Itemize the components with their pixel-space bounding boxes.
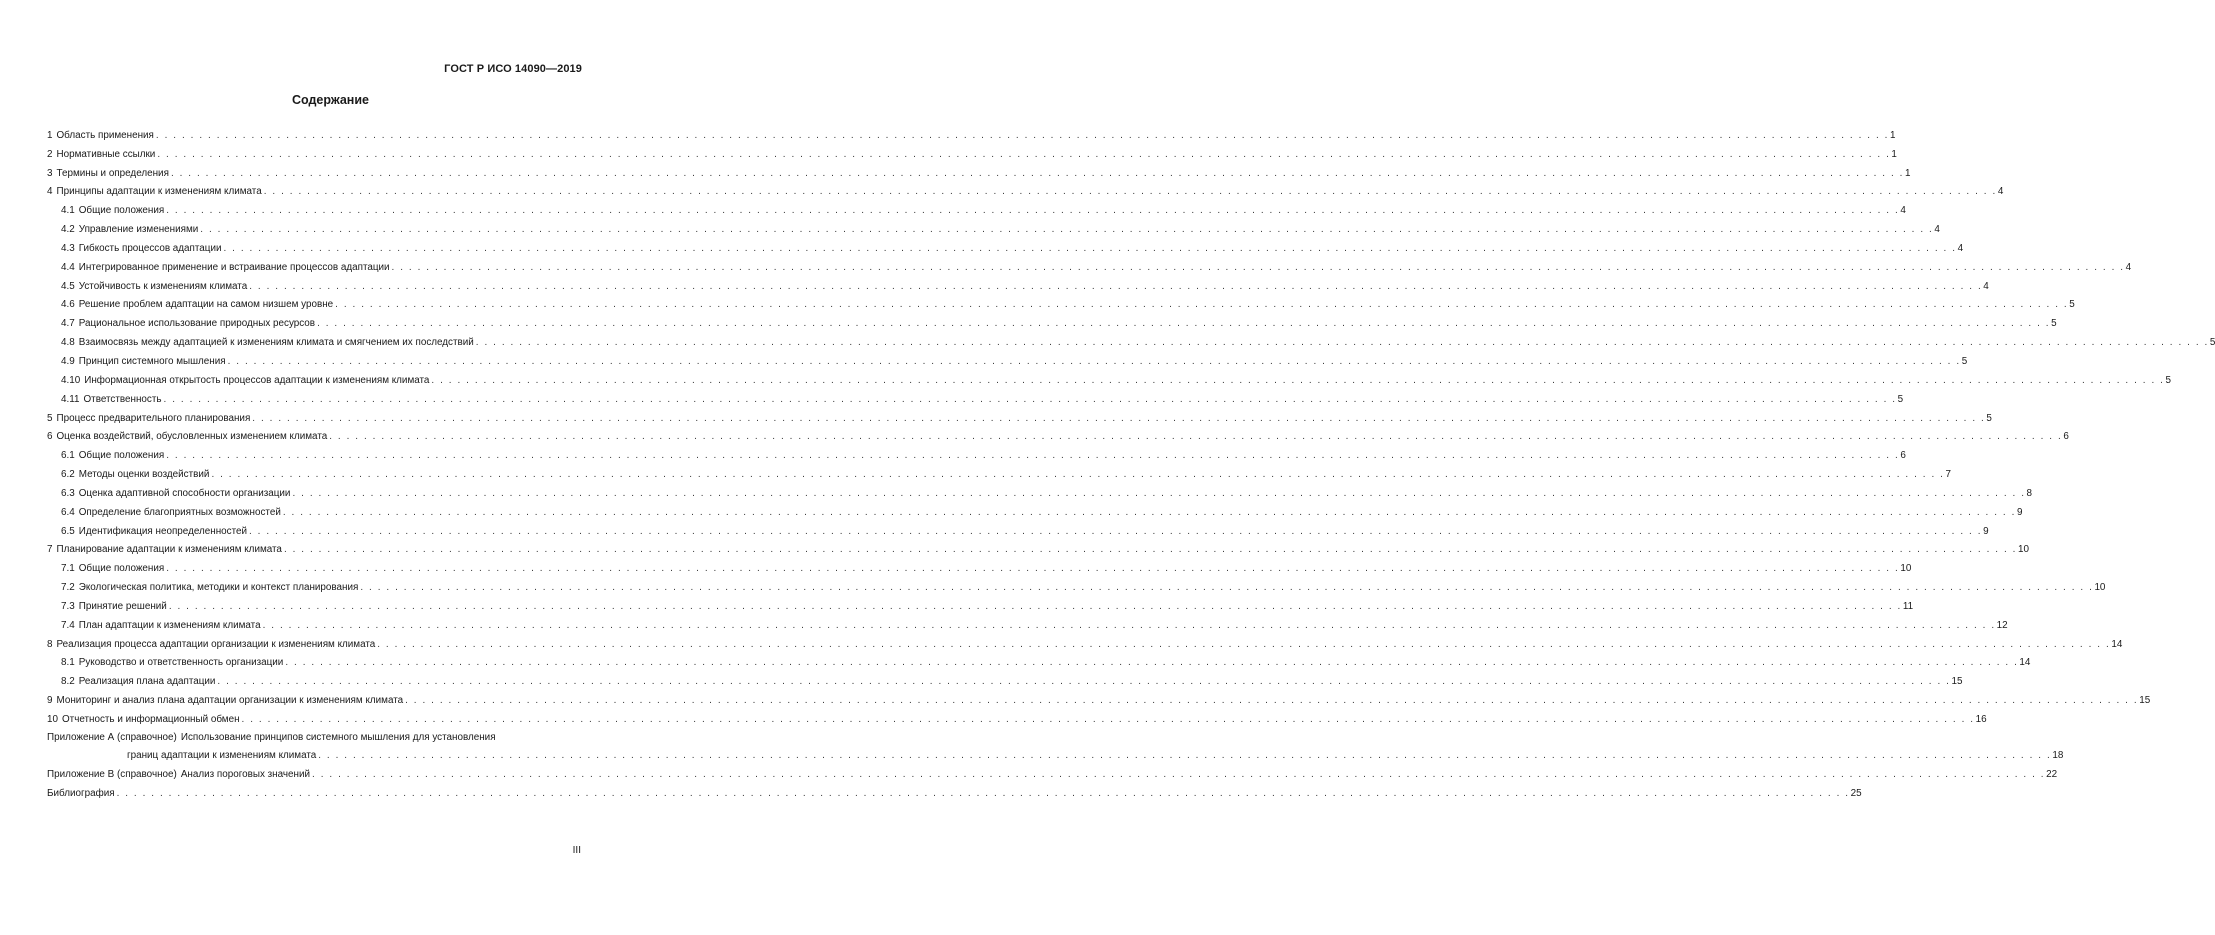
toc-entry-page: 10 [1900, 563, 1912, 575]
toc-entry-page: 4 [1983, 280, 1989, 292]
toc-entry-title [61, 563, 164, 574]
toc-entry-title [47, 732, 496, 743]
toc-entry-number: 6.5 [61, 525, 75, 537]
dot-leader: . . . . . . . . . . . . . . . . . . . . . . . . . . . . . . . . . . . . . . . . . . . . . . . . . . . . . . . . . . . . . . . . . . . . . . . . . . . . . . . . . . . . . . . . . . . . . . . . . . . . . . . . . . . . . . . . . . . . . . . . . . . . . . . . . . . . . . . . . . . . . . . . . . . . . . . . . . . . . . . . . . . . . . . . . . . . . . . . . . . . . . . . . . . . . . . . . . . . . . . . [317, 318, 2051, 330]
toc-entry-title [47, 186, 262, 197]
toc-entry-text: Планирование адаптации к изменениям климата [56, 544, 282, 556]
dot-leader: . . . . . . . . . . . . . . . . . . . . . . . . . . . . . . . . . . . . . . . . . . . . . . . . . . . . . . . . . . . . . . . . . . . . . . . . . . . . . . . . . . . . . . . . . . . . . . . . . . . . . . . . . . . . . . . . . . . . . . . . . . . . . . . . . . . . . . . . . . . . . . . . . . . . . . . . . . . . . . . . . . . . . . . . . . . . . . . . . . . . . . . . . . . . . . . . . . . . . . . . [252, 412, 1986, 424]
toc-entry-title [47, 413, 250, 424]
toc-entry-text: Руководство и ответственность организации [78, 657, 284, 669]
toc-entry-number: 4.2 [61, 224, 75, 236]
toc-entry-title [61, 526, 247, 537]
toc-entry-title [47, 639, 375, 650]
toc-entry-text: Отчетность и информационный обмен [61, 714, 240, 725]
dot-leader: . . . . . . . . . . . . . . . . . . . . . . . . . . . . . . . . . . . . . . . . . . . . . . . . . . . . . . . . . . . . . . . . . . . . . . . . . . . . . . . . . . . . . . . . . . . . . . . . . . . . . . . . . . . . . . . . . . . . . . . . . . . . . . . . . . . . . . . . . . . . . . . . . . . . . . . . . . . . . . . . . . . . . . . . . . . . . . . . . . . . . . . . . . . . . . . . . . . . . . . . [168, 600, 1902, 612]
dot-leader: . . . . . . . . . . . . . . . . . . . . . . . . . . . . . . . . . . . . . . . . . . . . . . . . . . . . . . . . . . . . . . . . . . . . . . . . . . . . . . . . . . . . . . . . . . . . . . . . . . . . . . . . . . . . . . . . . . . . . . . . . . . . . . . . . . . . . . . . . . . . . . . . . . . . . . . . . . . . . . . . . . . . . . . . . . . . . . . . . . . . . . . . . . . . . . . . . . . . . . . . [241, 714, 1975, 725]
toc-entry-title [61, 657, 283, 668]
dot-leader: . . . . . . . . . . . . . . . . . . . . . . . . . . . . . . . . . . . . . . . . . . . . . . . . . . . . . . . . . . . . . . . . . . . . . . . . . . . . . . . . . . . . . . . . . . . . . . . . . . . . . . . . . . . . . . . . . . . . . . . . . . . . . . . . . . . . . . . . . . . . . . . . . . . . . . . . . . . . . . . . . . . . . . . . . . . . . . . . . . . . . . . . . . . . . . . . . . . . . . . . [391, 261, 2125, 273]
toc-entry-text: Рациональное использование природных ресурсов [78, 318, 316, 330]
toc-entry-title [61, 450, 164, 461]
toc-entry[interactable] [47, 461, 1952, 481]
dot-leader: . . . . . . . . . . . . . . . . . . . . . . . . . . . . . . . . . . . . . . . . . . . . . . . . . . . . . . . . . . . . . . . . . . . . . . . . . . . . . . . . . . . . . . . . . . . . . . . . . . . . . . . . . . . . . . . . . . . . . . . . . . . . . . . . . . . . . . . . . . . . . . . . . . . . . . . . . . . . . . . . . . . . . . . . . . . . . . . . . . . . . . . . . . . . . . . . . . . . . . . . [157, 148, 1891, 160]
toc-entry-page: 5 [2209, 337, 2215, 349]
dot-leader: . . . . . . . . . . . . . . . . . . . . . . . . . . . . . . . . . . . . . . . . . . . . . . . . . . . . . . . . . . . . . . . . . . . . . . . . . . . . . . . . . . . . . . . . . . . . . . . . . . . . . . . . . . . . . . . . . . . . . . . . . . . . . . . . . . . . . . . . . . . . . . . . . . . . . . . . . . . . . . . . . . . . . . . . . . . . . . . . . . . . . . . . . . . . . . . . . . . . . . . . [155, 129, 1889, 141]
toc-entry-number: 4.1 [61, 205, 75, 217]
toc-entry-number: 4.8 [61, 337, 75, 349]
dot-leader: . . . . . . . . . . . . . . . . . . . . . . . . . . . . . . . . . . . . . . . . . . . . . . . . . . . . . . . . . . . . . . . . . . . . . . . . . . . . . . . . . . . . . . . . . . . . . . . . . . . . . . . . . . . . . . . . . . . . . . . . . . . . . . . . . . . . . . . . . . . . . . . . . . . . . . . . . . . . . . . . . . . . . . . . . . . . . . . . . . . . . . . . . . . . . . . . . . . . . . . . [166, 205, 1900, 217]
toc-entry-title [61, 281, 247, 292]
dot-leader: . . . . . . . . . . . . . . . . . . . . . . . . . . . . . . . . . . . . . . . . . . . . . . . . . . . . . . . . . . . . . . . . . . . . . . . . . . . . . . . . . . . . . . . . . . . . . . . . . . . . . . . . . . . . . . . . . . . . . . . . . . . . . . . . . . . . . . . . . . . . . . . . . . . . . . . . . . . . . . . . . . . . . . . . . . . . . . . . . . . . . . . . . . . . . . . . . . . . . . . . [282, 506, 2016, 518]
toc-entry-number: 6 [47, 431, 53, 443]
toc-entry-title [61, 469, 209, 480]
toc-entry-page: 4 [1934, 224, 1940, 236]
toc-entry-page: 5 [2069, 299, 2075, 311]
toc-entry-number: 1 [47, 129, 53, 141]
toc-entry-number: 10 [47, 714, 58, 725]
toc-entry-title [61, 582, 358, 593]
dot-leader: . . . . . . . . . . . . . . . . . . . . . . . . . . . . . . . . . . . . . . . . . . . . . . . . . . . . . . . . . . . . . . . . . . . . . . . . . . . . . . . . . . . . . . . . . . . . . . . . . . . . . . . . . . . . . . . . . . . . . . . . . . . . . . . . . . . . . . . . . . . . . . . . . . . . . . . . . . . . . . . . . . . . . . . . . . . . . . . . . . . . . . . . . . . . . . . . . . . . . . . . [170, 167, 1905, 179]
dot-leader: . . . . . . . . . . . . . . . . . . . . . . . . . . . . . . . . . . . . . . . . . . . . . . . . . . . . . . . . . . . . . . . . . . . . . . . . . . . . . . . . . . . . . . . . . . . . . . . . . . . . . . . . . . . . . . . . . . . . . . . . . . . . . . . . . . . . . . . . . . . . . . . . . . . . . . . . . . . . . . . . . . . . . . . . . . . . . . . . . . . . . . . . . . . . . . . . . . . . . . . . [318, 750, 2052, 761]
dot-leader: . . . . . . . . . . . . . . . . . . . . . . . . . . . . . . . . . . . . . . . . . . . . . . . . . . . . . . . . . . . . . . . . . . . . . . . . . . . . . . . . . . . . . . . . . . . . . . . . . . . . . . . . . . . . . . . . . . . . . . . . . . . . . . . . . . . . . . . . . . . . . . . . . . . . . . . . . . . . . . . . . . . . . . . . . . . . . . . . . . . . . . . . . . . . . . . . . . . . . . . . [211, 469, 1945, 481]
table-of-contents [47, 122, 2215, 799]
toc-entry-text: Общие положения [78, 563, 165, 575]
toc-entry[interactable] [47, 292, 2075, 311]
toc-entry-page: 25 [1850, 787, 1862, 799]
toc-entry[interactable] [47, 761, 2058, 780]
toc-entry-text: План адаптации к изменениям климата [78, 619, 261, 631]
toc-entry-text: Область применения [56, 129, 154, 141]
toc-entry-page: 8 [2026, 487, 2033, 499]
toc-entry-number: 4.7 [61, 318, 75, 330]
toc-entry[interactable] [47, 537, 2030, 556]
toc-entry-title [61, 394, 162, 405]
toc-entry-number: 4.11 [61, 393, 80, 405]
dot-leader: . . . . . . . . . . . . . . . . . . . . . . . . . . . . . . . . . . . . . . . . . . . . . . . . . . . . . . . . . . . . . . . . . . . . . . . . . . . . . . . . . . . . . . . . . . . . . . . . . . . . . . . . . . . . . . . . . . . . . . . . . . . . . . . . . . . . . . . . . . . . . . . . . . . . . . . . . . . . . . . . . . . . . . . . . . . . . . . . . . . . . . . . . . . . . . . . . . . . . . . . [223, 242, 1957, 254]
toc-entry-title [61, 488, 290, 499]
toc-entry-page: 4 [2125, 261, 2132, 273]
toc-entry-title [61, 205, 164, 216]
toc-entry[interactable] [47, 329, 2215, 349]
toc-entry-text: Общие положения [78, 205, 165, 217]
toc-entry-page: 5 [2165, 374, 2172, 386]
toc-entry-text: Экологическая политика, методики и контекст планирования [78, 582, 359, 594]
toc-entry-page: 5 [2051, 318, 2057, 330]
toc-entry-number: 4.10 [61, 374, 81, 386]
toc-entry-number: 7.2 [61, 582, 75, 594]
toc-entry-number: 7.4 [61, 619, 75, 631]
toc-entry-title [47, 149, 155, 160]
toc-entry[interactable] [47, 160, 1911, 179]
toc-entry[interactable] [47, 555, 1912, 575]
toc-entry-text: Методы оценки воздействий [78, 469, 210, 481]
toc-entry[interactable] [47, 687, 2151, 707]
toc-entry-page: 1 [1890, 129, 1896, 141]
toc-entry-page: 4 [1997, 186, 2004, 198]
toc-entry-page: 5 [1986, 412, 1992, 424]
toc-entry-text: Принятие решений [78, 600, 167, 612]
toc-entry-text: Реализация процесса адаптации организации к изменениям климата [56, 638, 376, 650]
toc-entry-page: 6 [1900, 450, 1906, 462]
toc-entry-text: Реализация плана адаптации [78, 676, 216, 688]
toc-entry-page: 10 [2018, 544, 2030, 556]
toc-entry-number: Приложение А (справочное) [47, 732, 177, 743]
dot-leader: . . . . . . . . . . . . . . . . . . . . . . . . . . . . . . . . . . . . . . . . . . . . . . . . . . . . . . . . . . . . . . . . . . . . . . . . . . . . . . . . . . . . . . . . . . . . . . . . . . . . . . . . . . . . . . . . . . . . . . . . . . . . . . . . . . . . . . . . . . . . . . . . . . . . . . . . . . . . . . . . . . . . . . . . . . . . . . . . . . . . . . . . . . . . . . . . . . . . . . . . [166, 450, 1900, 462]
toc-entry-text: Процесс предварительного планирования [56, 412, 251, 424]
toc-entry-title [47, 168, 169, 179]
toc-entry-number: 4.5 [61, 280, 75, 292]
toc-entry-page: 22 [2046, 768, 2058, 780]
document-code: ГОСТ Р ИСО 14090—2019 [444, 63, 582, 75]
toc-entry-title [61, 620, 261, 631]
toc-entry-title [47, 695, 403, 706]
toc-entry-number: 4.4 [61, 261, 75, 273]
toc-entry-title [61, 375, 429, 386]
toc-entry[interactable] [47, 348, 1968, 367]
toc-entry-title [61, 676, 215, 687]
toc-entry-text: Принцип системного мышления [78, 355, 226, 367]
toc-entry-title [61, 356, 226, 367]
toc-entry-page: 11 [1902, 600, 1914, 612]
toc-entry-text: Термины и определения [56, 167, 169, 179]
toc-entry-page: 14 [2111, 638, 2123, 650]
toc-entry-number: 6.2 [61, 469, 75, 481]
toc-entry-number: 6.4 [61, 506, 75, 518]
toc-entry-text: Использование принципов системного мышления для установления [180, 732, 496, 743]
toc-entry[interactable] [47, 706, 1987, 725]
toc-entry[interactable] [47, 254, 2132, 273]
toc-entry[interactable] [47, 780, 1862, 799]
toc-entry-number: 4.9 [61, 355, 75, 367]
dot-leader: . . . . . . . . . . . . . . . . . . . . . . . . . . . . . . . . . . . . . . . . . . . . . . . . . . . . . . . . . . . . . . . . . . . . . . . . . . . . . . . . . . . . . . . . . . . . . . . . . . . . . . . . . . . . . . . . . . . . . . . . . . . . . . . . . . . . . . . . . . . . . . . . . . . . . . . . . . . . . . . . . . . . . . . . . . . . . . . . . . . . . . . . . . . . . . . . . . . . . . . . [405, 695, 2139, 707]
toc-entry-text-continued: границ адаптации к изменениям климата [127, 750, 317, 761]
toc-entry[interactable] [47, 197, 1906, 217]
toc-entry-page: 5 [1897, 393, 1904, 405]
toc-entry[interactable] [47, 499, 2023, 518]
toc-entry-text: Мониторинг и анализ плана адаптации организации к изменениям климата [56, 695, 404, 707]
toc-entry-page: 4 [1900, 205, 1906, 217]
toc-entry-title [47, 130, 154, 141]
toc-entry-page: 12 [1996, 619, 2008, 631]
toc-entry-title [61, 507, 281, 518]
toc-entry-text: Определение благоприятных возможностей [78, 506, 281, 518]
toc-entry-title [47, 431, 327, 442]
toc-entry-number: 7.1 [61, 563, 75, 575]
toc-entry-page: 10 [2094, 582, 2106, 594]
dot-leader: . . . . . . . . . . . . . . . . . . . . . . . . . . . . . . . . . . . . . . . . . . . . . . . . . . . . . . . . . . . . . . . . . . . . . . . . . . . . . . . . . . . . . . . . . . . . . . . . . . . . . . . . . . . . . . . . . . . . . . . . . . . . . . . . . . . . . . . . . . . . . . . . . . . . . . . . . . . . . . . . . . . . . . . . . . . . . . . . . . . . . . . . . . . . . . . . . . . . . . . . [217, 676, 1951, 688]
toc-entry-number: 6.1 [61, 450, 75, 462]
toc-entry[interactable] [47, 141, 1897, 160]
toc-entry-text: Общие положения [78, 450, 165, 462]
dot-leader: . . . . . . . . . . . . . . . . . . . . . . . . . . . . . . . . . . . . . . . . . . . . . . . . . . . . . . . . . . . . . . . . . . . . . . . . . . . . . . . . . . . . . . . . . . . . . . . . . . . . . . . . . . . . . . . . . . . . . . . . . . . . . . . . . . . . . . . . . . . . . . . . . . . . . . . . . . . . . . . . . . . . . . . . . . . . . . . . . . . . . . . . . . . . . . . . . . . . . . . . [283, 544, 2018, 556]
toc-entry[interactable] [47, 179, 2004, 198]
toc-entry-page: 4 [1957, 242, 1964, 254]
dot-leader: . . . . . . . . . . . . . . . . . . . . . . . . . . . . . . . . . . . . . . . . . . . . . . . . . . . . . . . . . . . . . . . . . . . . . . . . . . . . . . . . . . . . . . . . . . . . . . . . . . . . . . . . . . . . . . . . . . . . . . . . . . . . . . . . . . . . . . . . . . . . . . . . . . . . . . . . . . . . . . . . . . . . . . . . . . . . . . . . . . . . . . . . . . . . . . . . . . . . . . . . [249, 280, 1983, 292]
page-title: Содержание [291, 93, 369, 107]
toc-entry-number: 4.3 [61, 242, 75, 254]
toc-entry[interactable] [47, 612, 2008, 631]
dot-leader: . . . . . . . . . . . . . . . . . . . . . . . . . . . . . . . . . . . . . . . . . . . . . . . . . . . . . . . . . . . . . . . . . . . . . . . . . . . . . . . . . . . . . . . . . . . . . . . . . . . . . . . . . . . . . . . . . . . . . . . . . . . . . . . . . . . . . . . . . . . . . . . . . . . . . . . . . . . . . . . . . . . . . . . . . . . . . . . . . . . . . . . . . . . . . . . . . . . . . . . . [249, 525, 1983, 537]
toc-entry-page: 6 [2063, 431, 2069, 443]
toc-entry[interactable] [47, 386, 1904, 405]
toc-entry[interactable] [47, 310, 2057, 330]
toc-entry-page: 9 [2016, 506, 2023, 518]
toc-entry-number: 6.3 [61, 487, 75, 499]
toc-entry-text: Идентификация неопределенностей [78, 525, 247, 537]
toc-entry[interactable] [47, 518, 1989, 537]
toc-entry[interactable] [47, 424, 2069, 443]
toc-entry-title [47, 769, 310, 780]
toc-entry[interactable] [47, 593, 1914, 612]
toc-entry-title [47, 714, 240, 725]
toc-entry-number: 9 [47, 695, 53, 707]
toc-entry[interactable] [47, 725, 2064, 761]
toc-entry-page: 15 [1951, 676, 1963, 688]
dot-leader: . . . . . . . . . . . . . . . . . . . . . . . . . . . . . . . . . . . . . . . . . . . . . . . . . . . . . . . . . . . . . . . . . . . . . . . . . . . . . . . . . . . . . . . . . . . . . . . . . . . . . . . . . . . . . . . . . . . . . . . . . . . . . . . . . . . . . . . . . . . . . . . . . . . . . . . . . . . . . . . . . . . . . . . . . . . . . . . . . . . . . . . . . . . . . . . . . . . . . . . . [263, 186, 1997, 198]
toc-entry-text: Интегрированное применение и встраивание процессов адаптации [78, 261, 390, 273]
toc-entry-page: 16 [1975, 714, 1987, 725]
toc-entry[interactable] [47, 480, 2033, 499]
toc-entry[interactable] [47, 216, 1940, 236]
toc-entry[interactable] [47, 367, 2172, 386]
dot-leader: . . . . . . . . . . . . . . . . . . . . . . . . . . . . . . . . . . . . . . . . . . . . . . . . . . . . . . . . . . . . . . . . . . . . . . . . . . . . . . . . . . . . . . . . . . . . . . . . . . . . . . . . . . . . . . . . . . . . . . . . . . . . . . . . . . . . . . . . . . . . . . . . . . . . . . . . . . . . . . . . . . . . . . . . . . . . . . . . . . . . . . . . . . . . . . . . . . . . . . . . [292, 487, 2026, 499]
toc-entry-title [47, 544, 282, 555]
toc-entry-number: 4.6 [61, 299, 75, 311]
dot-leader: . . . . . . . . . . . . . . . . . . . . . . . . . . . . . . . . . . . . . . . . . . . . . . . . . . . . . . . . . . . . . . . . . . . . . . . . . . . . . . . . . . . . . . . . . . . . . . . . . . . . . . . . . . . . . . . . . . . . . . . . . . . . . . . . . . . . . . . . . . . . . . . . . . . . . . . . . . . . . . . . . . . . . . . . . . . . . . . . . . . . . . . . . . . . . . . . . . . . . . . . [360, 582, 2094, 594]
page-number: III [572, 845, 581, 856]
toc-entry[interactable] [47, 650, 2031, 669]
toc-entry[interactable] [47, 574, 2106, 594]
toc-entry[interactable] [47, 405, 1992, 424]
toc-entry-page: 1 [1905, 167, 1911, 179]
toc-entry-page: 15 [2139, 695, 2151, 707]
dot-leader: . . . . . . . . . . . . . . . . . . . . . . . . . . . . . . . . . . . . . . . . . . . . . . . . . . . . . . . . . . . . . . . . . . . . . . . . . . . . . . . . . . . . . . . . . . . . . . . . . . . . . . . . . . . . . . . . . . . . . . . . . . . . . . . . . . . . . . . . . . . . . . . . . . . . . . . . . . . . . . . . . . . . . . . . . . . . . . . . . . . . . . . . . . . . . . . . . . . . . . . . [262, 619, 1996, 631]
dot-leader: . . . . . . . . . . . . . . . . . . . . . . . . . . . . . . . . . . . . . . . . . . . . . . . . . . . . . . . . . . . . . . . . . . . . . . . . . . . . . . . . . . . . . . . . . . . . . . . . . . . . . . . . . . . . . . . . . . . . . . . . . . . . . . . . . . . . . . . . . . . . . . . . . . . . . . . . . . . . . . . . . . . . . . . . . . . . . . . . . . . . . . . . . . . . . . . . . . . . . . . . [227, 355, 1961, 367]
dot-leader: . . . . . . . . . . . . . . . . . . . . . . . . . . . . . . . . . . . . . . . . . . . . . . . . . . . . . . . . . . . . . . . . . . . . . . . . . . . . . . . . . . . . . . . . . . . . . . . . . . . . . . . . . . . . . . . . . . . . . . . . . . . . . . . . . . . . . . . . . . . . . . . . . . . . . . . . . . . . . . . . . . . . . . . . . . . . . . . . . . . . . . . . . . . . . . . . . . . . . . . . [377, 638, 2111, 650]
toc-entry-title [61, 224, 198, 235]
dot-leader: . . . . . . . . . . . . . . . . . . . . . . . . . . . . . . . . . . . . . . . . . . . . . . . . . . . . . . . . . . . . . . . . . . . . . . . . . . . . . . . . . . . . . . . . . . . . . . . . . . . . . . . . . . . . . . . . . . . . . . . . . . . . . . . . . . . . . . . . . . . . . . . . . . . . . . . . . . . . . . . . . . . . . . . . . . . . . . . . . . . . . . . . . . . . . . . . . . . . . . . . [166, 563, 1900, 575]
toc-entry[interactable] [47, 442, 1906, 462]
toc-entry-text: Принципы адаптации к изменениям климата [56, 186, 262, 198]
toc-entry-title [61, 262, 390, 273]
toc-entry-number: 8.2 [61, 676, 75, 688]
dot-leader: . . . . . . . . . . . . . . . . . . . . . . . . . . . . . . . . . . . . . . . . . . . . . . . . . . . . . . . . . . . . . . . . . . . . . . . . . . . . . . . . . . . . . . . . . . . . . . . . . . . . . . . . . . . . . . . . . . . . . . . . . . . . . . . . . . . . . . . . . . . . . . . . . . . . . . . . . . . . . . . . . . . . . . . . . . . . . . . . . . . . . . . . . . . . . . . . . . . . . . . . [335, 299, 2069, 311]
toc-entry-number: 8 [47, 638, 53, 650]
toc-entry-number: 3 [47, 167, 53, 179]
toc-entry-title [61, 601, 167, 612]
toc-entry-page: 7 [1945, 469, 1952, 481]
toc-entry-text: Библиография [47, 787, 115, 799]
toc-entry-text: Управление изменениями [78, 224, 199, 236]
dot-leader: . . . . . . . . . . . . . . . . . . . . . . . . . . . . . . . . . . . . . . . . . . . . . . . . . . . . . . . . . . . . . . . . . . . . . . . . . . . . . . . . . . . . . . . . . . . . . . . . . . . . . . . . . . . . . . . . . . . . . . . . . . . . . . . . . . . . . . . . . . . . . . . . . . . . . . . . . . . . . . . . . . . . . . . . . . . . . . . . . . . . . . . . . . . . . . . . . . . . . . . . [163, 393, 1897, 405]
dot-leader: . . . . . . . . . . . . . . . . . . . . . . . . . . . . . . . . . . . . . . . . . . . . . . . . . . . . . . . . . . . . . . . . . . . . . . . . . . . . . . . . . . . . . . . . . . . . . . . . . . . . . . . . . . . . . . . . . . . . . . . . . . . . . . . . . . . . . . . . . . . . . . . . . . . . . . . . . . . . . . . . . . . . . . . . . . . . . . . . . . . . . . . . . . . . . . . . . . . . . . . . [200, 224, 1934, 236]
toc-entry-page: 1 [1891, 148, 1897, 160]
toc-entry-text: Информационная открытость процессов адаптации к изменениям климата [84, 374, 430, 386]
toc-entry-text: Решение проблем адаптации на самом низшем уровне [78, 299, 334, 311]
toc-entry-text: Взаимосвязь между адаптацией к изменениям климата и смягчением их последствий [78, 337, 474, 349]
toc-entry-page: 9 [1983, 525, 1989, 537]
toc-entry-page: 18 [2052, 750, 2064, 761]
toc-entry-title [61, 243, 222, 254]
toc-entry-number: 5 [47, 412, 53, 424]
dot-leader: . . . . . . . . . . . . . . . . . . . . . . . . . . . . . . . . . . . . . . . . . . . . . . . . . . . . . . . . . . . . . . . . . . . . . . . . . . . . . . . . . . . . . . . . . . . . . . . . . . . . . . . . . . . . . . . . . . . . . . . . . . . . . . . . . . . . . . . . . . . . . . . . . . . . . . . . . . . . . . . . . . . . . . . . . . . . . . . . . . . . . . . . . . . . . . . . . . . . . . . . [329, 431, 2063, 443]
toc-entry-number: Приложение В (справочное) [47, 768, 177, 780]
toc-entry[interactable] [47, 122, 1896, 141]
toc-entry-title [61, 299, 333, 310]
toc-entry[interactable] [47, 273, 1989, 292]
toc-entry-title [61, 337, 474, 348]
toc-entry-number: 7 [47, 544, 53, 556]
toc-entry-number: 7.3 [61, 600, 75, 612]
toc-entry-number: 4 [47, 186, 53, 198]
toc-entry[interactable] [47, 235, 1964, 254]
toc-entry[interactable] [47, 631, 2123, 650]
toc-entry-text: Устойчивость к изменениям климата [78, 280, 248, 292]
dot-leader: . . . . . . . . . . . . . . . . . . . . . . . . . . . . . . . . . . . . . . . . . . . . . . . . . . . . . . . . . . . . . . . . . . . . . . . . . . . . . . . . . . . . . . . . . . . . . . . . . . . . . . . . . . . . . . . . . . . . . . . . . . . . . . . . . . . . . . . . . . . . . . . . . . . . . . . . . . . . . . . . . . . . . . . . . . . . . . . . . . . . . . . . . . . . . . . . . . . . . . . . [431, 374, 2165, 386]
toc-entry-page: 5 [1961, 355, 1968, 367]
toc-entry-text: Оценка воздействий, обусловленных изменением климата [56, 431, 328, 443]
toc-entry-text: Оценка адаптивной способности организации [78, 487, 291, 499]
toc-entry-title [61, 318, 315, 329]
dot-leader: . . . . . . . . . . . . . . . . . . . . . . . . . . . . . . . . . . . . . . . . . . . . . . . . . . . . . . . . . . . . . . . . . . . . . . . . . . . . . . . . . . . . . . . . . . . . . . . . . . . . . . . . . . . . . . . . . . . . . . . . . . . . . . . . . . . . . . . . . . . . . . . . . . . . . . . . . . . . . . . . . . . . . . . . . . . . . . . . . . . . . . . . . . . . . . . . . . . . . . . . [475, 337, 2209, 349]
dot-leader: . . . . . . . . . . . . . . . . . . . . . . . . . . . . . . . . . . . . . . . . . . . . . . . . . . . . . . . . . . . . . . . . . . . . . . . . . . . . . . . . . . . . . . . . . . . . . . . . . . . . . . . . . . . . . . . . . . . . . . . . . . . . . . . . . . . . . . . . . . . . . . . . . . . . . . . . . . . . . . . . . . . . . . . . . . . . . . . . . . . . . . . . . . . . . . . . . . . . . . . . [312, 768, 2046, 780]
toc-entry-number: 8.1 [61, 657, 75, 669]
toc-entry-text: Нормативные ссылки [56, 148, 156, 160]
toc-entry-text: Гибкость процессов адаптации [78, 242, 222, 254]
toc-entry-title [47, 788, 115, 799]
dot-leader: . . . . . . . . . . . . . . . . . . . . . . . . . . . . . . . . . . . . . . . . . . . . . . . . . . . . . . . . . . . . . . . . . . . . . . . . . . . . . . . . . . . . . . . . . . . . . . . . . . . . . . . . . . . . . . . . . . . . . . . . . . . . . . . . . . . . . . . . . . . . . . . . . . . . . . . . . . . . . . . . . . . . . . . . . . . . . . . . . . . . . . . . . . . . . . . . . . . . . . . . [285, 657, 2019, 669]
dot-leader: . . . . . . . . . . . . . . . . . . . . . . . . . . . . . . . . . . . . . . . . . . . . . . . . . . . . . . . . . . . . . . . . . . . . . . . . . . . . . . . . . . . . . . . . . . . . . . . . . . . . . . . . . . . . . . . . . . . . . . . . . . . . . . . . . . . . . . . . . . . . . . . . . . . . . . . . . . . . . . . . . . . . . . . . . . . . . . . . . . . . . . . . . . . . . . . . . . . . . . . . [116, 787, 1850, 799]
toc-entry-text: Ответственность [83, 393, 162, 405]
toc-entry-text: Анализ пороговых значений [180, 768, 311, 780]
toc-entry[interactable] [47, 668, 1963, 688]
toc-entry-page: 14 [2019, 657, 2031, 669]
toc-entry-number: 2 [47, 148, 53, 160]
